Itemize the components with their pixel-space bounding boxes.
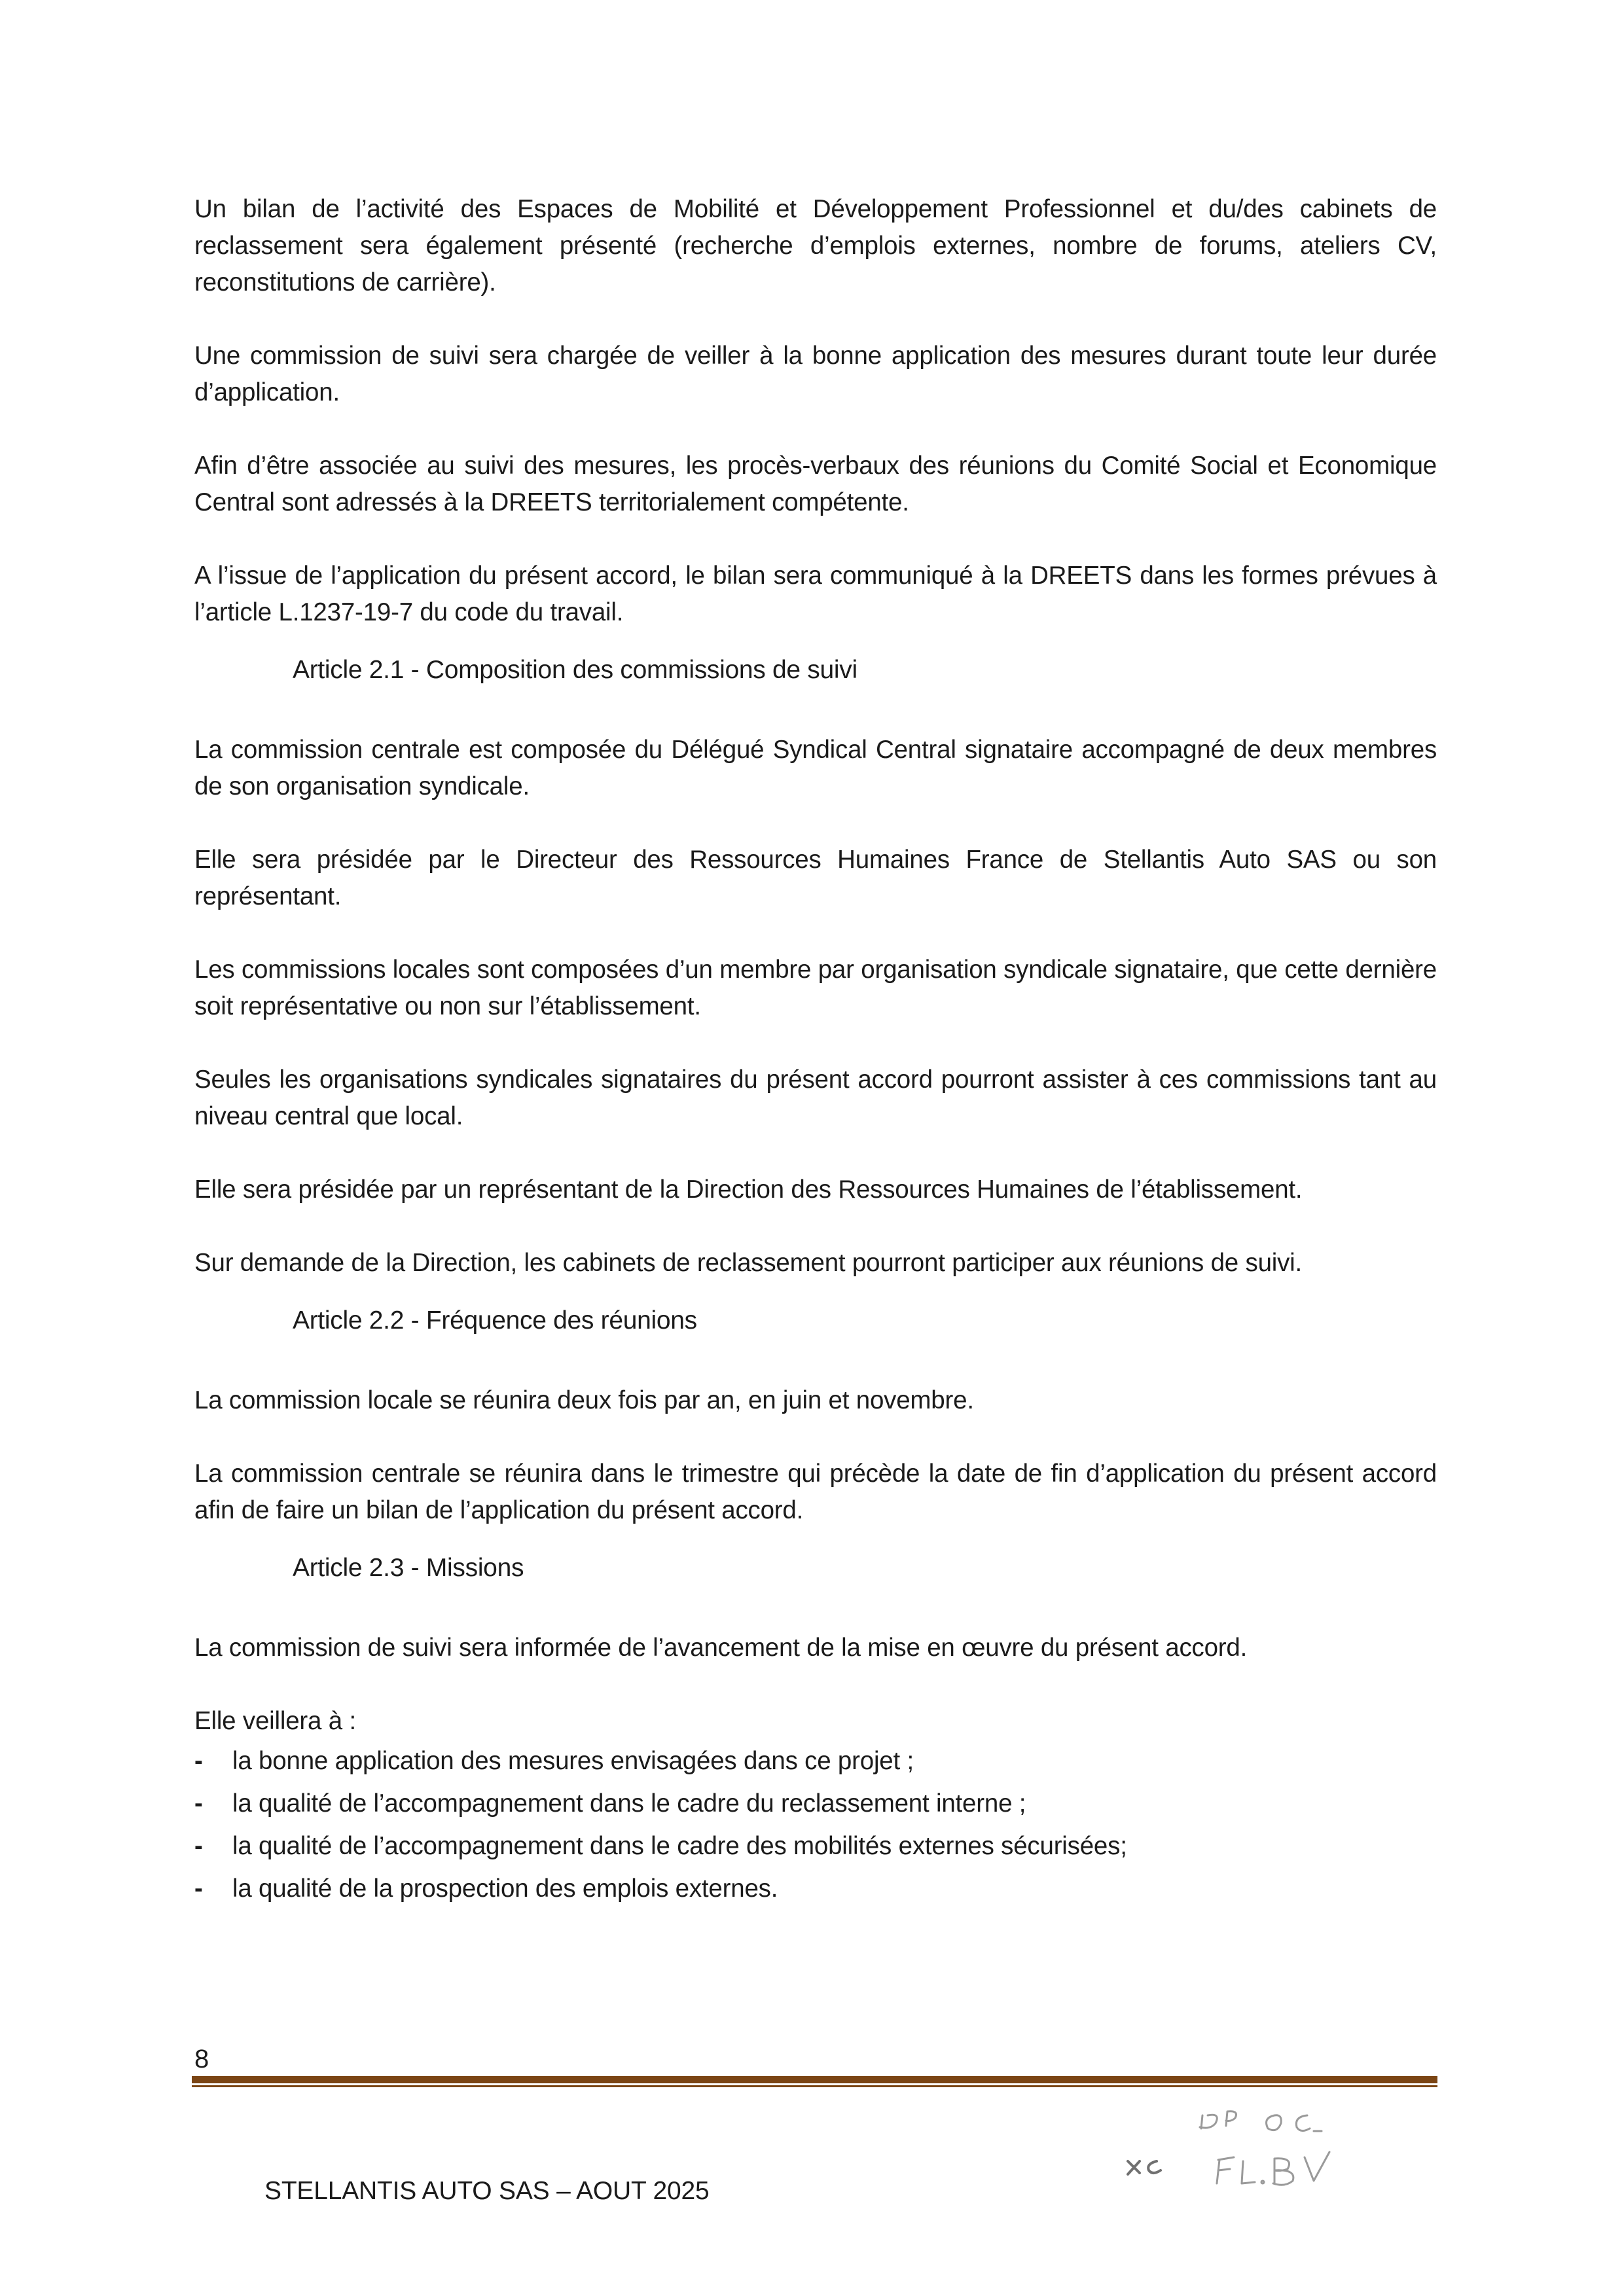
list-item-text: la qualité de l’accompagnement dans le cadre des mobilités externes sécurisées; (232, 1832, 1127, 1860)
paragraph: Sur demande de la Direction, les cabinets de reclassement pourront participer aux réunions de suivi. (194, 1249, 1303, 1277)
footer-rule (192, 2076, 1437, 2083)
article-heading: Article 2.2 - Fréquence des réunions (293, 1306, 697, 1335)
paragraph: Les commissions locales sont composées d’un membre par organisation syndicale signataire, que cette dernière soit représentative ou non sur l’établissement. (194, 956, 1437, 1020)
paragraph: La commission de suivi sera informée de l’avancement de la mise en œuvre du présent accord. (194, 1634, 1248, 1662)
paragraph: Une commission de suivi sera chargée de veiller à la bonne application des mesures durant toute leur durée d’application. (194, 342, 1437, 406)
article-heading: Article 2.3 - Missions (293, 1554, 524, 1582)
paragraph: Un bilan de l’activité des Espaces de Mobilité et Développement Professionnel et du/des cabinets de reclassement sera également présenté (recherche d’emplois externes, nombre de forums, ateliers CV, reconstitutions de carrière). (194, 195, 1437, 296)
paragraph: Afin d’être associée au suivi des mesures, les procès-verbaux des réunions du Comité Social et Economique Central sont adressés à la DREETS territorialement compétente. (194, 452, 1437, 516)
document-body (194, 191, 1437, 1910)
footer-rule-thin (192, 2085, 1437, 2087)
bullet-dash: - (194, 1874, 203, 1903)
intro-section (194, 191, 1437, 631)
paragraph: Elle sera présidée par un représentant de la Direction des Ressources Humaines de l’établissement. (194, 1175, 1303, 1204)
missions-list (194, 1740, 1437, 1910)
article-2-1-section (194, 652, 1437, 1282)
page-number: 8 (194, 2045, 209, 2073)
list-item-text: la qualité de l’accompagnement dans le cadre du reclassement interne ; (232, 1789, 1026, 1818)
paragraph: Elle sera présidée par le Directeur des Ressources Humaines France de Stellantis Auto SAS ou son représentant. (194, 846, 1437, 910)
paragraph: La commission centrale est composée du Délégué Syndical Central signataire accompagné de deux membres de son organisation syndicale. (194, 736, 1437, 800)
paragraph: La commission centrale se réunira dans le trimestre qui précède la date de fin d’application du présent accord afin de faire un bilan de l’application du présent accord. (194, 1460, 1437, 1524)
paragraph: A l’issue de l’application du présent accord, le bilan sera communiqué à la DREETS dans les formes prévues à l’article L.1237-19-7 du code du travail. (194, 562, 1437, 626)
article-heading: Article 2.1 - Composition des commissions de suivi (293, 656, 857, 684)
list-item (194, 1740, 1437, 1782)
list-item (194, 1867, 1437, 1910)
article-2-3-section (194, 1550, 1437, 1910)
article-2-2-section (194, 1302, 1437, 1529)
list-item (194, 1825, 1437, 1867)
list-item (194, 1782, 1437, 1825)
list-item-text: la qualité de la prospection des emplois externes. (232, 1874, 778, 1903)
list-item-text: la bonne application des mesures envisagées dans ce projet ; (232, 1747, 914, 1775)
list-intro: Elle veillera à : (194, 1707, 356, 1735)
bullet-dash: - (194, 1789, 203, 1818)
paragraph: La commission locale se réunira deux fois par an, en juin et novembre. (194, 1386, 974, 1414)
handwritten-initials-signature (1123, 2101, 1371, 2199)
bullet-dash: - (194, 1747, 203, 1775)
footer-company-date: STELLANTIS AUTO SAS – AOUT 2025 (264, 2177, 710, 2205)
bullet-dash: - (194, 1832, 203, 1860)
paragraph: Seules les organisations syndicales signataires du présent accord pourront assister à ces commissions tant au niveau central que local. (194, 1066, 1437, 1130)
